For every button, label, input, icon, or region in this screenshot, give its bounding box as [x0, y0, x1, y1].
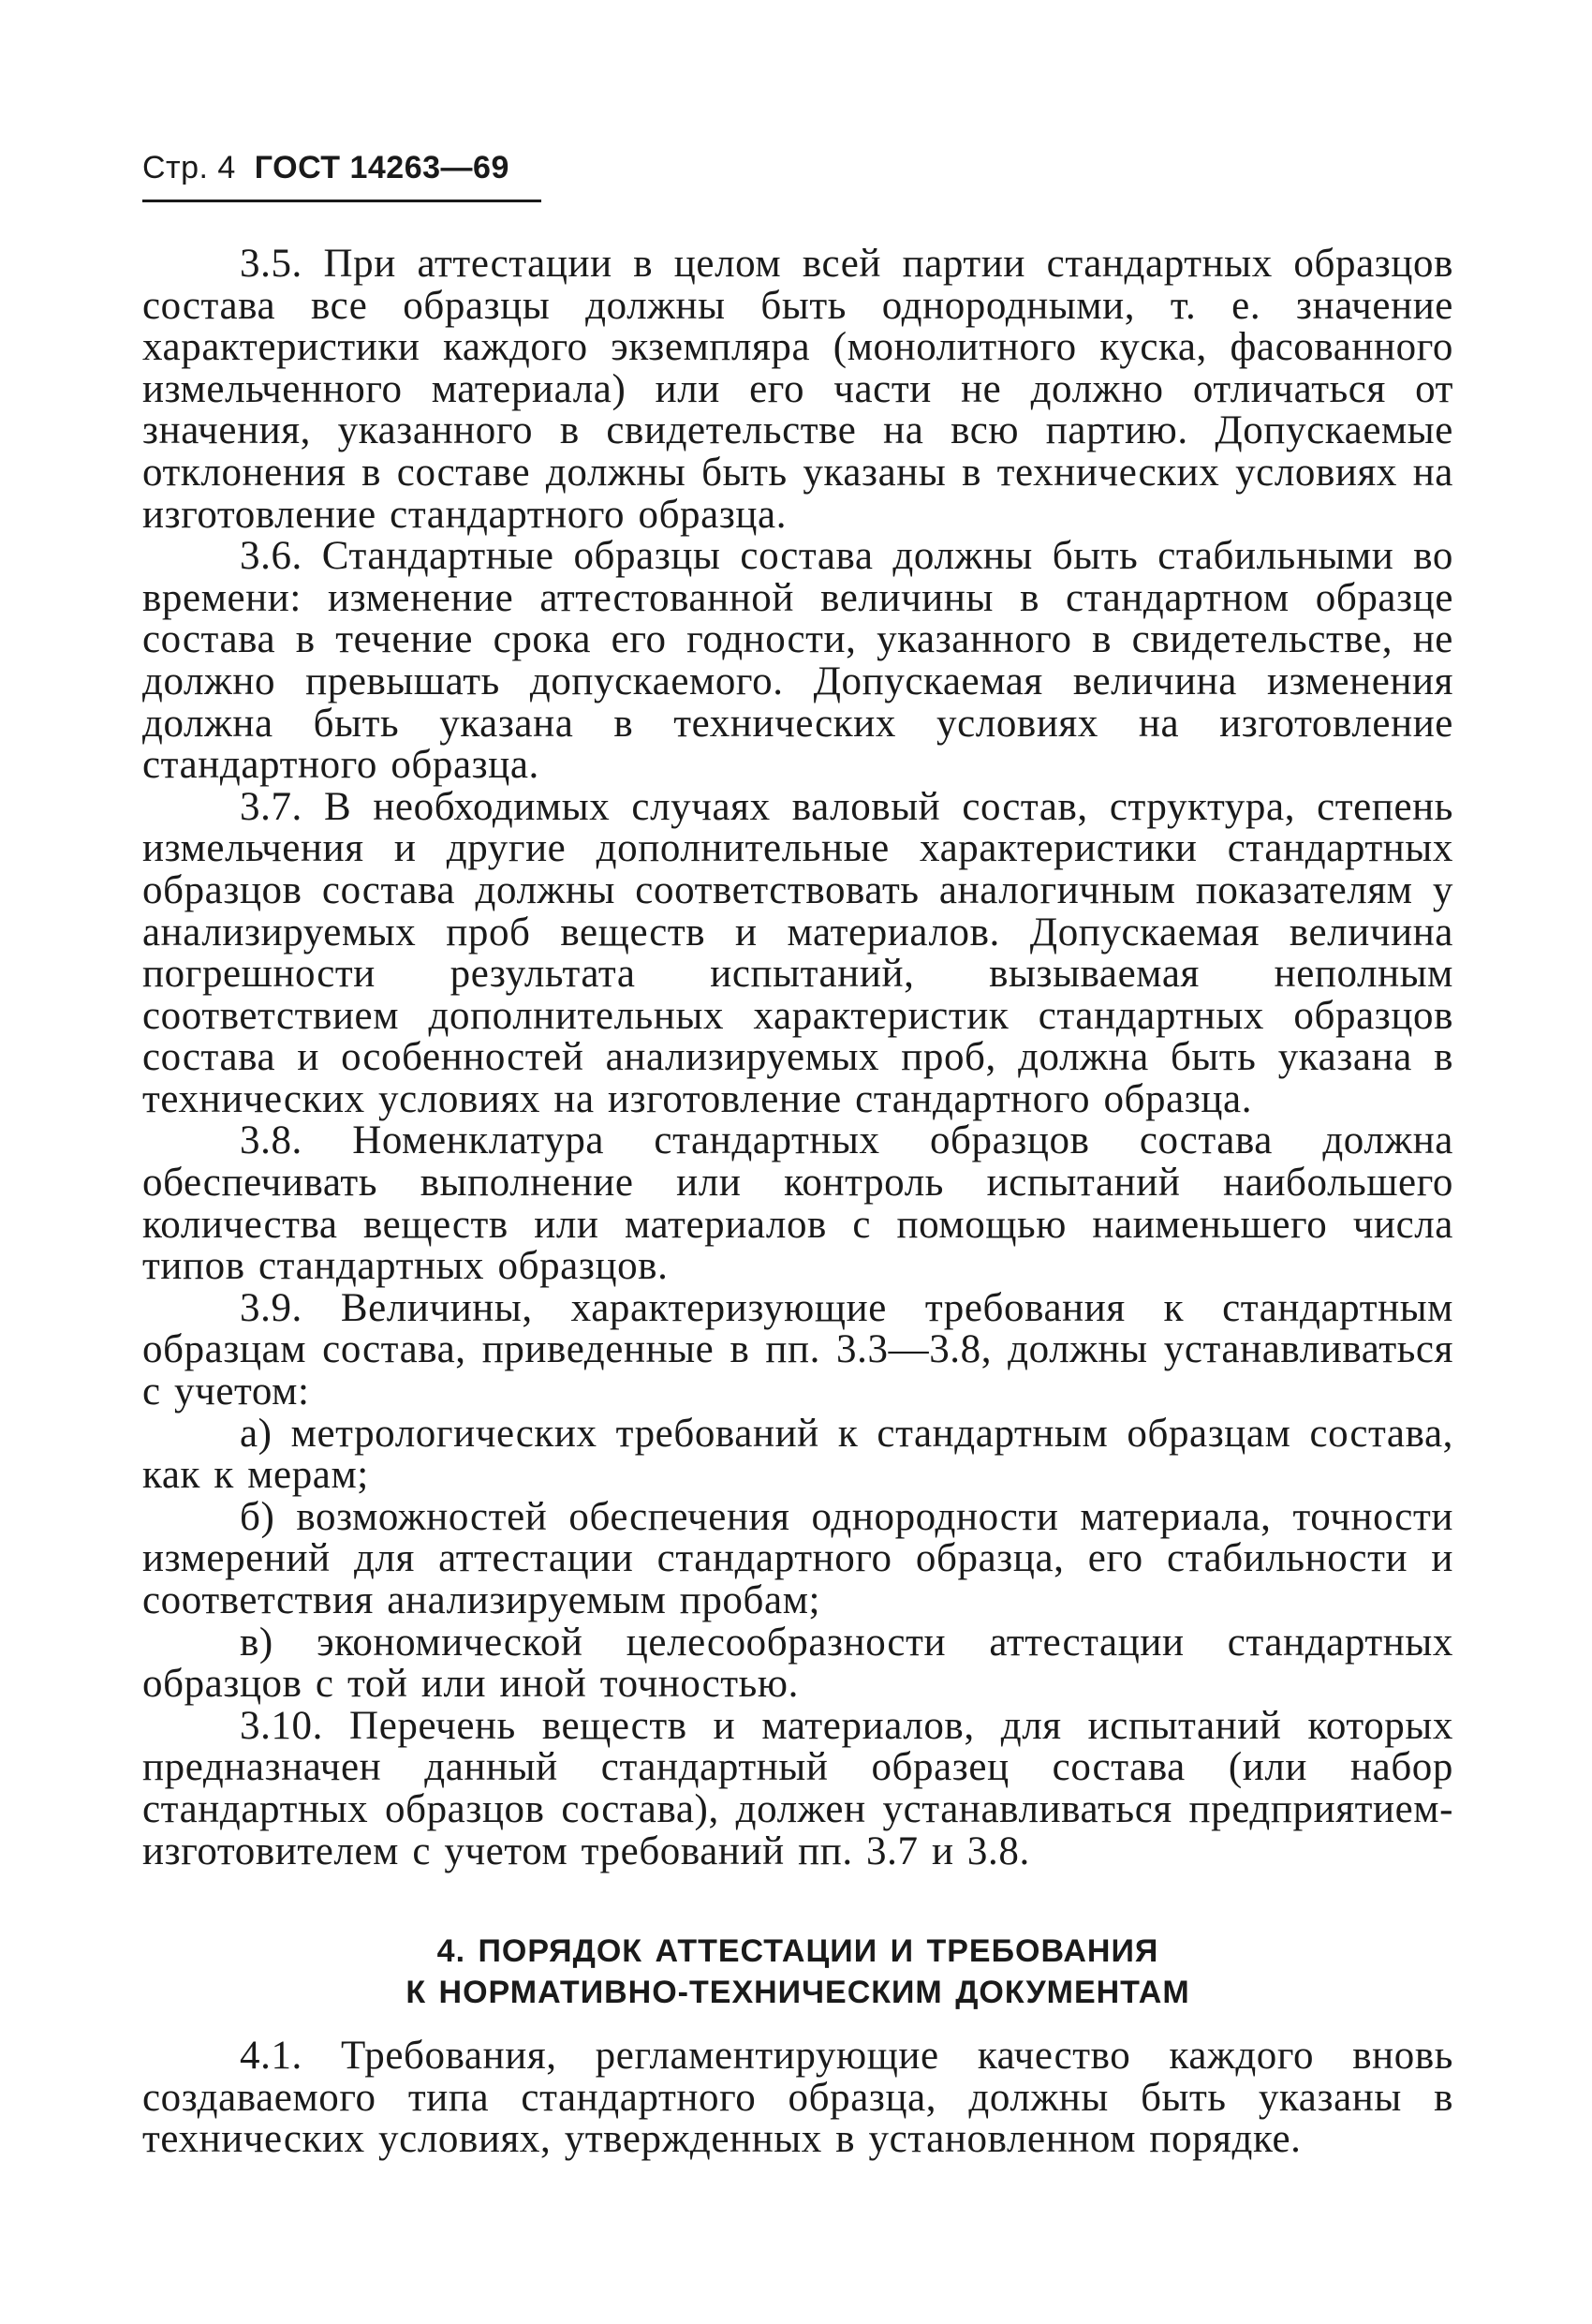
standard-number: ГОСТ 14263—69: [254, 150, 509, 185]
document-body: [142, 244, 1453, 2161]
header-divider: [142, 200, 541, 202]
section-4-heading: [142, 1931, 1453, 2013]
clause-3-10: 3.10. Перечень веществ и материалов, для испытаний которых предназначен данный стандартный образец состава (или набор стандартных образцов состава), должен устанавливаться предприятием-изготовителем с учетом требований пп. 3.7 и 3.8.: [142, 1703, 1453, 1873]
clause-3-5: 3.5. При аттестации в целом всей партии стандартных образцов состава все образцы должны быть однородными, т. е. значение характеристики каждого экземпляра (монолитного куска, фасованного измельченного материала) или его части не должно отличаться от значения, указанного в свидетельстве на всю партию. Допускаемые отклонения в составе должны быть указаны в технических условиях на изготовление стандартного образца.: [142, 242, 1453, 537]
section-4-heading-line-2: К НОРМАТИВНО-ТЕХНИЧЕСКИМ ДОКУМЕНТАМ: [405, 1975, 1190, 2011]
clause-3-6: 3.6. Стандартные образцы состава должны быть стабильными во времени: изменение аттестованной величины в стандартном образце состава в течение срока его годности, указанного в свидетельстве, не должно превышать допускаемого. Допускаемая величина изменения должна быть указана в технических условиях на изготовление стандартного образца.: [142, 534, 1453, 788]
clause-3-8: 3.8. Номенклатура стандартных образцов состава должна обеспечивать выполнение или контроль испытаний наибольшего количества веществ или материалов с помощью наименьшего числа типов стандартных образцов.: [142, 1118, 1453, 1289]
clause-3-9-item-a: а) метрологических требований к стандартным образцам состава, как к мерам;: [142, 1411, 1453, 1498]
clause-4-1: 4.1. Требования, регламентирующие качество каждого вновь создаваемого типа стандартного образца, должны быть указаны в технических условиях, утвержденных в установленном порядке.: [142, 2034, 1453, 2162]
page-header: [142, 150, 509, 186]
clause-3-9: 3.9. Величины, характеризующие требования к стандартным образцам состава, приведенные в пп. 3.3—3.8, должны устанавливаться с учетом:: [142, 1285, 1453, 1414]
clause-3-7: 3.7. В необходимых случаях валовый состав, структура, степень измельчения и другие дополнительные характеристики стандартных образцов состава должны соответствовать аналогичным показателям у анализируемых проб веществ и материалов. Допускаемая величина погрешности результата испытаний, вызываемая неполным соответствием дополнительных характеристик стандартных образцов состава и особенностей анализируемых проб, должна быть указана в технических условиях на изготовление стандартного образца.: [142, 784, 1453, 1121]
page-number: Стр. 4: [142, 150, 236, 185]
clause-3-9-item-v: в) экономической целесообразности аттестации стандартных образцов с той или иной точностью.: [142, 1620, 1453, 1707]
clause-3-9-item-b: б) возможностей обеспечения однородности материала, точности измерений для аттестации стандартного образца, его стабильности и соответствия анализируемым пробам;: [142, 1494, 1453, 1622]
section-4-heading-line-1: 4. ПОРЯДОК АТТЕСТАЦИИ И ТРЕБОВАНИЯ: [436, 1933, 1159, 1970]
